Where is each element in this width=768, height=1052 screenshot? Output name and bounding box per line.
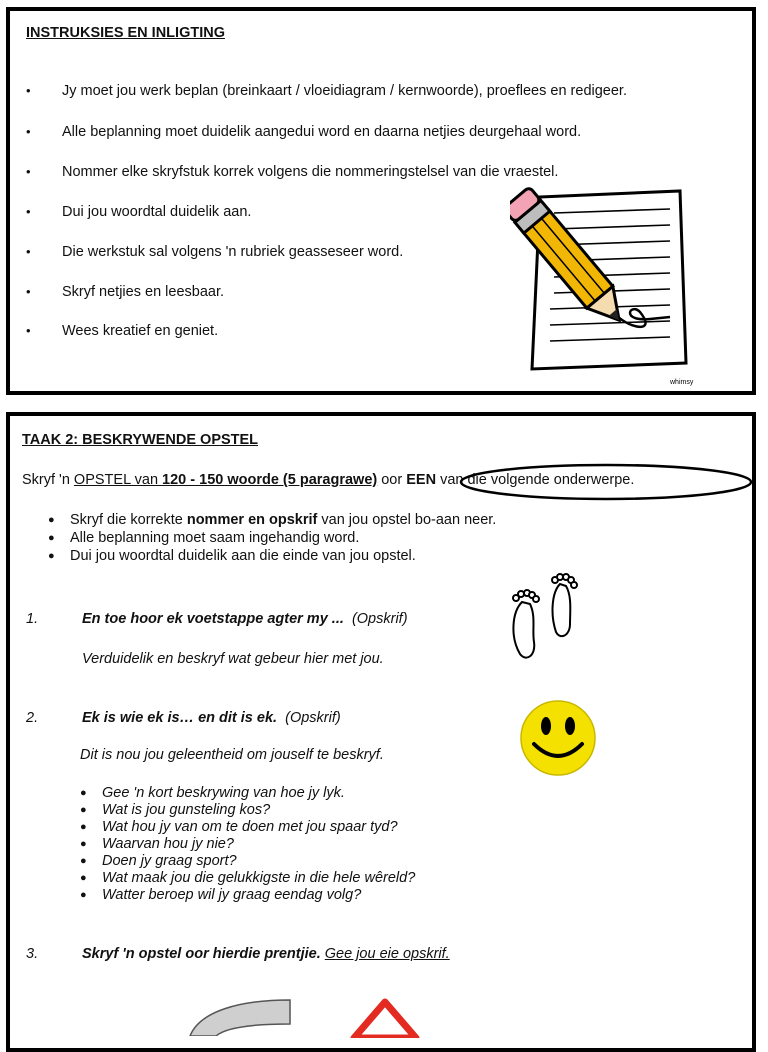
notepad-pencil-icon xyxy=(510,187,710,387)
topic-number: 2. xyxy=(26,710,39,726)
topic-number: 1. xyxy=(26,611,39,627)
instructions-box: INSTRUKSIES EN INLIGTING • Jy moet jou werk beplan (breinkaart / vloeidiagram / kernwoorde), proeflees en redigeer. • Alle beplanning moet duidelik aangedui word en daarna netjies deurgehaal word. • Nommer elke skryfstuk korrek volgens die nommeringstelsel van die vraestel. • Dui jou woordtal duidelik aan. • Die werkstuk sal volgens 'n rubriek geasseseer word. • Skryf netjies en leesbaar. • Wees kreatief en geniet. whimsy xyxy=(6,7,756,395)
topic3-heading: Skryf 'n opstel oor hierdie prentjie. Gee jou eie opskrif. xyxy=(82,946,450,962)
task-intro: Skryf 'n OPSTEL van 120 - 150 woorde (5 paragrawe) oor EEN van die volgende onderwerpe. xyxy=(22,472,635,488)
task-title: TAAK 2: BESKRYWENDE OPSTEL xyxy=(22,432,259,448)
smiley-icon xyxy=(518,698,598,778)
footprints-icon xyxy=(502,572,582,662)
image-credit: whimsy xyxy=(670,379,694,386)
warning-sign-image xyxy=(350,998,420,1038)
instructions-title: INSTRUKSIES EN INLIGTING xyxy=(26,25,225,41)
highlight-ellipse xyxy=(458,462,754,502)
topic2-heading: Ek is wie ek is… en dit is ek. (Opskrif) xyxy=(82,710,341,726)
topic-number: 3. xyxy=(26,946,39,962)
topic2-description: Dit is nou jou geleentheid om jouself te beskryf. xyxy=(80,747,384,763)
topic1-heading: En toe hoor ek voetstappe agter my ... (Opskrif) xyxy=(82,611,408,627)
curved-road-sign-image xyxy=(180,996,320,1036)
topic1-description: Verduidelik en beskryf wat gebeur hier met jou. xyxy=(82,651,384,667)
task-box: TAAK 2: BESKRYWENDE OPSTEL Skryf 'n OPSTEL van 120 - 150 woorde (5 paragrawe) oor EEN van die volgende onderwerpe. ● Skryf die korrekte nommer en opskrif van jou opstel bo-aan neer. ● Alle beplanning moet saam ingehandig word. ● Dui jou woordtal duidelik aan die einde van jou opstel. 1. En toe hoor ek voetstappe agter my ... (Opskrif) Verduidelik en beskryf wat gebeur hier met jou. 2. Ek is wie ek is… en dit is ek. (Opskrif) Dit is nou jou geleentheid om jouself te beskryf. ● Gee 'n kort beskrywing van hoe jy lyk. ● Wat is jou gunsteling kos? ● Wat hou jy van om te doen met jou spaar tyd? ● Waarvan hou jy nie? ● Doen jy graag sport? ● Wat maak jou die gelukkigste in die hele wêreld? ● Watter beroep wil jy graag eendag volg? 3. Skryf 'n opstel oor hierdie prentjie. Gee jou eie opskrif. xyxy=(6,412,756,1052)
